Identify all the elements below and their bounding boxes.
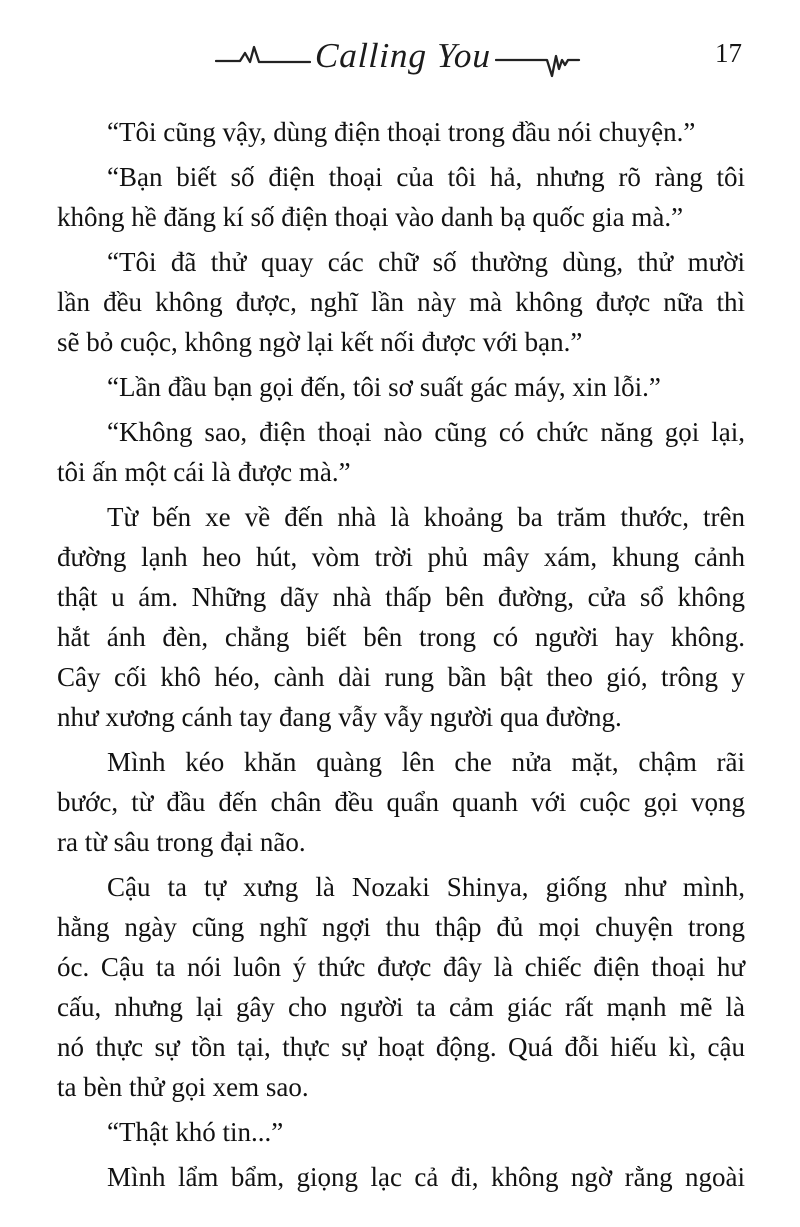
paragraph bbox=[57, 412, 745, 492]
paragraph bbox=[57, 157, 745, 237]
text-line: sẽ bỏ cuộc, không ngờ lại kết nối được với bạn.” bbox=[57, 327, 583, 357]
text-line: Mình kéo khăn quàng lên che nửa mặt, chậm rãi bbox=[107, 747, 745, 777]
paragraph bbox=[57, 742, 745, 862]
paragraph bbox=[57, 1112, 745, 1152]
text-line: cấu, nhưng lại gây cho người ta cảm giác rất mạnh mẽ là bbox=[57, 992, 745, 1022]
text-line: “Tôi cũng vậy, dùng điện thoại trong đầu nói chuyện.” bbox=[107, 117, 696, 147]
text-line: hắt ánh đèn, chẳng biết bên trong có người hay không. bbox=[57, 622, 745, 652]
text-line: ta bèn thử gọi xem sao. bbox=[57, 1072, 309, 1102]
body-text bbox=[0, 92, 800, 1197]
heartbeat-line-right-icon bbox=[495, 34, 605, 78]
text-line: “Không sao, điện thoại nào cũng có chức năng gọi lại, bbox=[107, 417, 745, 447]
running-head-title: Calling You bbox=[314, 36, 492, 75]
text-line: lần đều không được, nghĩ lần này mà không được nữa thì bbox=[57, 287, 745, 317]
text-line: bước, từ đầu đến chân đều quẩn quanh với cuộc gọi vọng bbox=[57, 787, 745, 817]
text-line: hằng ngày cũng nghĩ ngợi thu thập đủ mọi chuyện trong bbox=[57, 912, 745, 942]
text-line: Cây cối khô héo, cành dài rung bần bật theo gió, trông y bbox=[57, 662, 745, 692]
paragraph bbox=[57, 112, 745, 152]
text-line: nó thực sự tồn tại, thực sự hoạt động. Quá đỗi hiếu kì, cậu bbox=[57, 1032, 745, 1062]
paragraph bbox=[57, 497, 745, 737]
text-line: “Thật khó tin...” bbox=[107, 1117, 284, 1147]
text-line: “Lần đầu bạn gọi đến, tôi sơ suất gác máy, xin lỗi.” bbox=[107, 372, 661, 402]
text-line: Mình lẩm bẩm, giọng lạc cả đi, không ngờ rằng ngoài bbox=[107, 1162, 745, 1192]
text-line: tôi ấn một cái là được mà.” bbox=[57, 457, 351, 487]
running-head bbox=[130, 34, 690, 78]
text-line: ra từ sâu trong đại não. bbox=[57, 827, 306, 857]
paragraph bbox=[57, 242, 745, 362]
paragraph bbox=[57, 1157, 745, 1197]
text-line: như xương cánh tay đang vẫy vẫy người qua đường. bbox=[57, 702, 622, 732]
page-number: 17 bbox=[715, 38, 742, 68]
heartbeat-line-left-icon bbox=[215, 34, 311, 78]
text-line: “Tôi đã thử quay các chữ số thường dùng, thử mười bbox=[107, 247, 745, 277]
paragraph bbox=[57, 367, 745, 407]
paragraph bbox=[57, 867, 745, 1107]
text-line: thật u ám. Những dãy nhà thấp bên đường, cửa sổ không bbox=[57, 582, 745, 612]
text-line: Từ bến xe về đến nhà là khoảng ba trăm thước, trên bbox=[107, 502, 745, 532]
text-line: không hề đăng kí số điện thoại vào danh bạ quốc gia mà.” bbox=[57, 202, 684, 232]
text-line: óc. Cậu ta nói luôn ý thức được đây là chiếc điện thoại hư bbox=[57, 952, 745, 982]
text-line: “Bạn biết số điện thoại của tôi hả, nhưng rõ ràng tôi bbox=[107, 162, 745, 192]
page-header bbox=[0, 0, 800, 92]
text-line: đường lạnh heo hút, vòm trời phủ mây xám, khung cảnh bbox=[57, 542, 745, 572]
text-line: Cậu ta tự xưng là Nozaki Shinya, giống như mình, bbox=[107, 872, 745, 902]
